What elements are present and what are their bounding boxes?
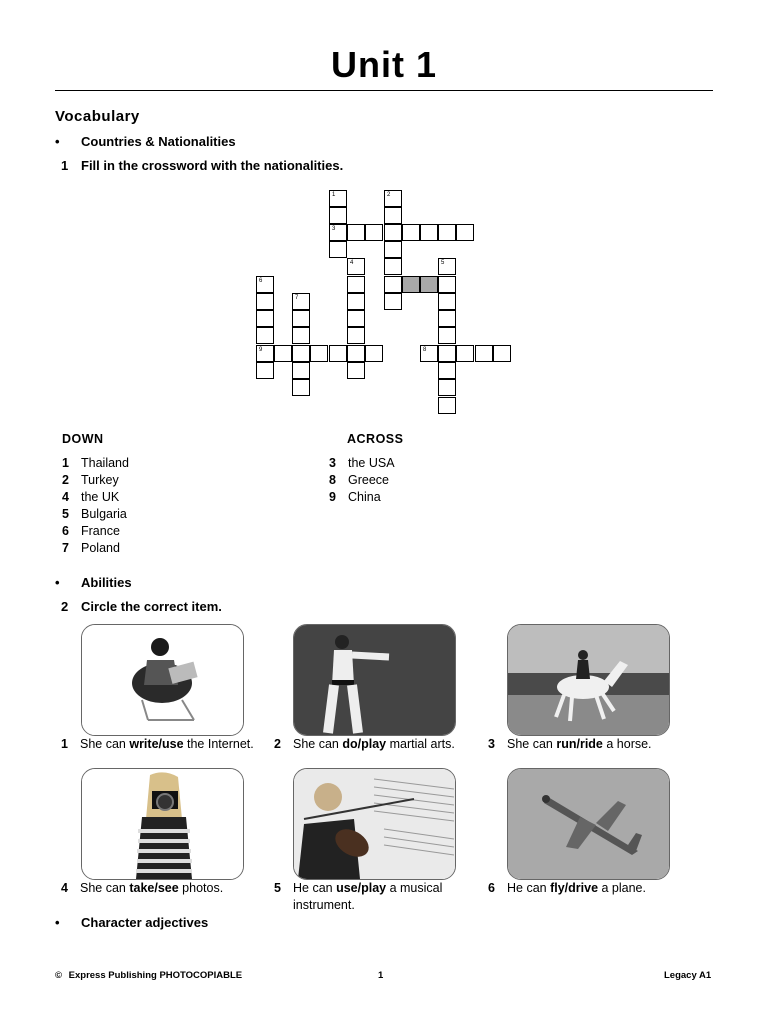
caption-4: 4 She can take/see photos.	[61, 881, 224, 895]
copyright-icon: ©	[55, 970, 62, 981]
clue-down: 5 Bulgaria	[62, 507, 127, 521]
crossword-cell[interactable]	[256, 310, 274, 327]
clue-down: 6 France	[62, 524, 120, 538]
footer-copyright: © Express Publishing PHOTOCOPIABLE	[55, 970, 243, 981]
bullet-icon: •	[55, 575, 60, 590]
bullet-abilities: • Abilities	[55, 575, 132, 590]
crossword-cell[interactable]	[438, 224, 456, 241]
photo-internet	[81, 624, 244, 736]
crossword-cell[interactable]	[438, 276, 456, 293]
crossword-cell[interactable]	[347, 224, 365, 241]
choice-option[interactable]: do/play	[342, 737, 387, 751]
crossword-cell[interactable]	[347, 293, 365, 310]
crossword-cell[interactable]: 9	[256, 345, 274, 362]
crossword-cell[interactable]: 2	[384, 190, 402, 207]
crossword-cell[interactable]	[329, 345, 347, 362]
crossword-cell[interactable]	[365, 224, 383, 241]
crossword-cell[interactable]	[256, 327, 274, 344]
clues-across-heading: ACROSS	[347, 432, 404, 446]
crossword-cell[interactable]	[456, 224, 474, 241]
footer-page-number: 1	[378, 970, 384, 981]
crossword-cell[interactable]: 8	[420, 345, 438, 362]
crossword-cell[interactable]	[438, 310, 456, 327]
crossword-cell[interactable]	[384, 207, 402, 224]
clue-down: 1 Thailand	[62, 456, 129, 470]
crossword-cell[interactable]	[347, 276, 365, 293]
shaded-cell	[420, 276, 438, 293]
photo-martial-arts	[293, 624, 456, 736]
caption-3: 3 She can run/ride a horse.	[488, 737, 652, 751]
crossword-cell[interactable]	[292, 345, 310, 362]
crossword-cell[interactable]	[329, 207, 347, 224]
photo-plane	[507, 768, 670, 880]
choice-option[interactable]: take/see	[129, 881, 179, 895]
clue-down: 4 the UK	[62, 490, 120, 504]
clue-across: 3 the USA	[329, 456, 395, 470]
crossword-cell[interactable]	[347, 362, 365, 379]
crossword-cell[interactable]	[384, 258, 402, 275]
crossword-cell[interactable]	[347, 327, 365, 344]
crossword-cell[interactable]	[292, 327, 310, 344]
crossword-cell[interactable]	[456, 345, 474, 362]
caption-2: 2 She can do/play martial arts.	[274, 737, 455, 751]
crossword-cell[interactable]	[292, 379, 310, 396]
page-title: Unit 1	[330, 44, 437, 85]
crossword-cell[interactable]	[384, 293, 402, 310]
crossword-cell[interactable]	[475, 345, 493, 362]
crossword-cell[interactable]: 1	[329, 190, 347, 207]
photo-horse	[507, 624, 670, 736]
crossword-cell[interactable]	[256, 293, 274, 310]
crossword-cell[interactable]: 7	[292, 293, 310, 310]
crossword-cell[interactable]	[365, 345, 383, 362]
exercise-2: 2 Circle the correct item.	[61, 599, 222, 614]
crossword-cell[interactable]	[438, 379, 456, 396]
crossword-cell[interactable]	[274, 345, 292, 362]
crossword-cell[interactable]	[438, 327, 456, 344]
crossword-cell[interactable]	[420, 224, 438, 241]
caption-1: 1 She can write/use the Internet.	[61, 737, 254, 751]
exercise-1: 1 Fill in the crossword with the nationalities.	[61, 158, 344, 173]
crossword-cell[interactable]	[329, 241, 347, 258]
caption-5: 5 He can use/play a musical instrument.	[274, 881, 443, 912]
bullet-countries: • Countries & Nationalities	[55, 134, 236, 149]
crossword-cell[interactable]	[292, 310, 310, 327]
crossword-cell[interactable]: 3	[329, 224, 347, 241]
crossword-cell[interactable]	[402, 224, 420, 241]
clue-down: 7 Poland	[62, 541, 120, 555]
section-heading: Vocabulary	[55, 108, 140, 125]
crossword-cell[interactable]	[493, 345, 511, 362]
photo-camera	[81, 768, 244, 880]
crossword-cell[interactable]	[347, 345, 365, 362]
crossword-cell[interactable]	[310, 345, 328, 362]
crossword-cell[interactable]: 5	[438, 258, 456, 275]
crossword-cell[interactable]	[438, 362, 456, 379]
choice-option[interactable]: write/use	[129, 737, 184, 751]
clue-across: 8 Greece	[329, 473, 389, 487]
crossword-cell[interactable]: 6	[256, 276, 274, 293]
bullet-icon: •	[55, 915, 60, 930]
clue-down: 2 Turkey	[62, 473, 119, 487]
shaded-cell	[402, 276, 420, 293]
bullet-character-adjectives: • Character adjectives	[55, 915, 209, 930]
crossword-cell[interactable]	[347, 310, 365, 327]
crossword-cell[interactable]	[438, 293, 456, 310]
choice-option[interactable]: run/ride	[556, 737, 603, 751]
crossword-cell[interactable]	[384, 241, 402, 258]
crossword-cell[interactable]	[256, 362, 274, 379]
clue-across: 9 China	[329, 490, 381, 504]
bullet-icon: •	[55, 134, 60, 149]
caption-6: 6 He can fly/drive a plane.	[488, 881, 646, 895]
clues-down-heading: DOWN	[62, 432, 104, 446]
crossword-cell[interactable]	[438, 345, 456, 362]
crossword-cell[interactable]	[292, 362, 310, 379]
choice-option[interactable]: fly/drive	[550, 881, 599, 895]
crossword-cell[interactable]	[384, 276, 402, 293]
title-divider	[55, 90, 713, 91]
crossword-cell[interactable]	[384, 224, 402, 241]
crossword-cell[interactable]	[438, 397, 456, 414]
crossword-cell[interactable]: 4	[347, 258, 365, 275]
footer-level: Legacy A1	[664, 970, 712, 981]
choice-option[interactable]: use/play	[336, 881, 387, 895]
photo-violin	[293, 768, 456, 880]
